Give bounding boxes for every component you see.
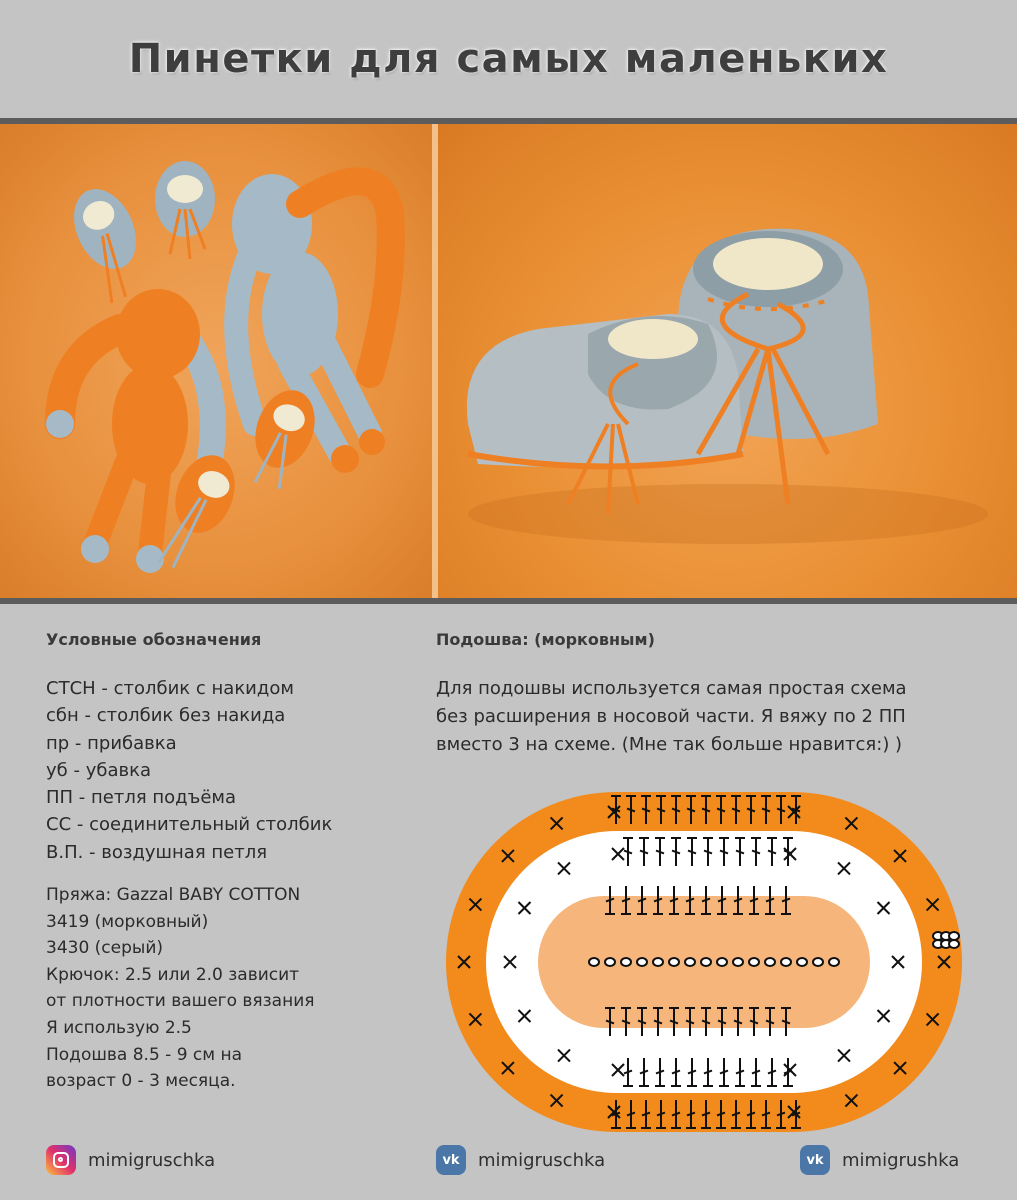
yarn-line: Крючок: 2.5 или 2.0 зависит [46, 964, 300, 985]
page-title: Пинетки для самых маленьких [128, 36, 889, 82]
chain-stitch-symbol [949, 940, 959, 948]
chain-stitch-symbol [669, 958, 679, 966]
chain-stitch-symbol [717, 958, 727, 966]
photo-strip [0, 118, 1017, 604]
chain-stitch-symbol [733, 958, 743, 966]
chain-stitch-symbol [605, 958, 615, 966]
legend-item: уб - убавка [46, 759, 151, 781]
sole-chart-svg [438, 786, 978, 1138]
chain-stitch-symbol [589, 958, 599, 966]
yarn-line: возраст 0 - 3 месяца. [46, 1071, 236, 1092]
vk-icon: vk [800, 1145, 830, 1175]
chain-stitch-symbol [829, 958, 839, 966]
yarn-line: от плотности вашего вязания [46, 991, 315, 1012]
chain-stitch-symbol [797, 958, 807, 966]
chain-stitch-symbol [813, 958, 823, 966]
vk-icon: vk [436, 1145, 466, 1175]
instagram-handle: mimigruschka [88, 1149, 216, 1171]
vk-link-2[interactable] [800, 1145, 959, 1175]
right-column [436, 630, 996, 759]
chain-stitch-symbol [949, 932, 959, 940]
legend-heading: Условные обозначения [46, 630, 262, 649]
vk-link-1[interactable] [436, 1145, 605, 1175]
yarn-line: 3430 (серый) [46, 938, 163, 959]
yarn-line: Пряжа: Gazzal BABY COTTON [46, 885, 301, 906]
legend-item: сбн - столбик без накида [46, 705, 286, 727]
sole-text-line: вместо 3 на схеме. (Мне так больше нравится:) ) [436, 734, 903, 755]
chain-stitch-symbol [685, 958, 695, 966]
yarn-line: Я использую 2.5 [46, 1018, 192, 1039]
legend-list [46, 675, 406, 866]
instagram-link[interactable] [46, 1145, 215, 1175]
legend-item: СС - соединительный столбик [46, 814, 333, 836]
toys-photo [0, 124, 432, 598]
booties-photo [438, 124, 1017, 598]
sole-text-line: Для подошвы используется самая простая схема [436, 678, 907, 699]
toys-illustration [0, 124, 432, 598]
orange-bunny [46, 289, 213, 573]
grey-bootie [62, 179, 160, 304]
legend-item: В.П. - воздушная петля [46, 841, 268, 863]
booties-illustration [438, 124, 1017, 598]
chain-stitch-symbol [749, 958, 759, 966]
sole-description [436, 675, 996, 759]
grey-bootie [155, 161, 215, 259]
chain-stitch-symbol [781, 958, 791, 966]
instagram-icon [46, 1145, 76, 1175]
yarn-info [46, 882, 406, 1095]
chain-stitch-symbol [701, 958, 711, 966]
chain-stitch-symbol [621, 958, 631, 966]
sole-heading: Подошва: (морковным) [436, 630, 655, 649]
legend-item: пр - прибавка [46, 732, 177, 754]
chain-stitch-symbol [653, 958, 663, 966]
sole-crochet-chart [438, 786, 978, 1142]
vk-handle-1: mimigruschka [478, 1149, 606, 1171]
sole-text-line: без расширения в носовой части. Я вяжу по 2 ПП [436, 706, 906, 727]
left-column [46, 630, 406, 1095]
vk-handle-2: mimigrushka [842, 1149, 960, 1171]
legend-item: СТСН - столбик с накидом [46, 678, 294, 699]
legend-item: ПП - петля подъёма [46, 787, 237, 809]
chain-stitch-symbol [765, 958, 775, 966]
chain-stitch-symbol [637, 958, 647, 966]
yarn-line: 3419 (морковный) [46, 911, 209, 932]
yarn-line: Подошва 8.5 - 9 см на [46, 1044, 243, 1065]
